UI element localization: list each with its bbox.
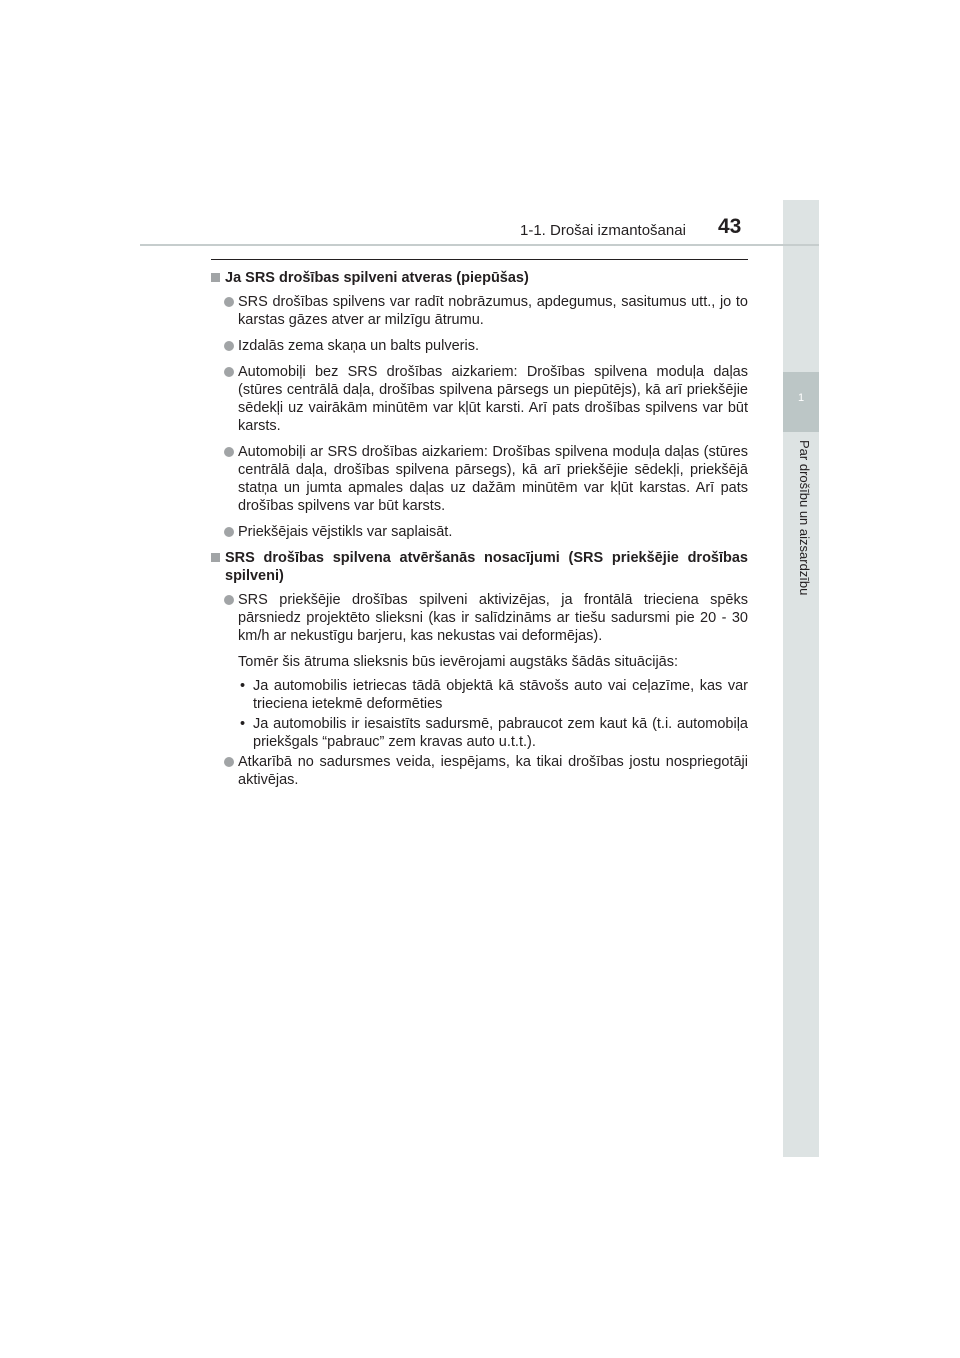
- section-heading: SRS drošības spilvena atvēršanās nosacījumi (SRS priekšējie drošības spilveni): [211, 549, 748, 585]
- list-item: Automobiļi bez SRS drošības aizkariem: Drošības spilvena moduļa daļas (stūres centrālā daļa, drošības spilvena pārsegs un piepūtējs), kā arī priekšējie sēdekļi uz vairākām minūtēm var kļūt karsti. Arī pats drošības spilvens var būt karsts.: [211, 363, 748, 435]
- square-bullet-icon: [211, 273, 220, 282]
- circle-bullet-icon: [224, 757, 234, 767]
- circle-bullet-icon: [224, 527, 234, 537]
- circle-bullet-icon: [224, 367, 234, 377]
- list-item: Priekšējais vējstikls var saplaisāt.: [211, 523, 748, 541]
- sub-list-item: • Ja automobilis ir iesaistīts sadursmē, pabraucot zem kaut kā (t.i. automobiļa priekšgals “pabrauc” zem kravas auto u.t.t.).: [240, 716, 748, 750]
- section-title: 1-1. Drošai izmantošanai: [520, 222, 686, 239]
- sub-list-item: • Ja automobilis ietriecas tādā objektā kā stāvošs auto vai ceļazīme, kas var trieciena ietekmē deformēties: [240, 678, 748, 712]
- list-item: Atkarībā no sadursmes veida, iespējams, ka tikai drošības jostu nospriegotāji aktivējas.: [211, 753, 748, 789]
- section-heading: Ja SRS drošības spilveni atveras (piepūšas): [211, 269, 748, 287]
- header-rule: [140, 244, 819, 246]
- list-item: Izdalās zema skaņa un balts pulveris.: [211, 337, 748, 355]
- list-item: SRS priekšējie drošības spilveni aktivizējas, ja frontālā trieciena spēks pārsniedz projektēto slieksni (kas ir salīdzināms ar tiešu sadursmi pie 20 - 30 km/h ar nekustīgu barjeru, kas nekustas vai deformējas).: [211, 591, 748, 645]
- circle-bullet-icon: [224, 595, 234, 605]
- side-tab: [783, 200, 819, 1157]
- square-bullet-icon: [211, 553, 220, 562]
- page-content: [211, 263, 748, 797]
- circle-bullet-icon: [224, 447, 234, 457]
- list-item: Automobiļi ar SRS drošības aizkariem: Drošības spilvena moduļa daļas (stūres centrālā daļa, drošības spilvena pārsegs), kā arī priekšējie sēdekļi, priekšējā statņa un jumta apmales daļas uz dažām minūtēm var kļūt karstas. Arī pats drošības spilvens var būt karsts.: [211, 443, 748, 515]
- chapter-number: 1: [797, 392, 805, 404]
- dot-bullet-icon: •: [240, 678, 246, 694]
- chapter-label: Par drošību un aizsardzību: [797, 440, 812, 596]
- circle-bullet-icon: [224, 297, 234, 307]
- circle-bullet-icon: [224, 341, 234, 351]
- content-top-rule: [211, 259, 748, 260]
- list-item: SRS drošības spilvens var radīt nobrāzumus, apdegumus, sasitumus utt., jo to karstas gāzes atver ar milzīgu ātrumu.: [211, 293, 748, 329]
- dot-bullet-icon: •: [240, 716, 246, 732]
- page-number: 43: [718, 215, 742, 238]
- note-paragraph: Tomēr šis ātruma slieksnis būs ievērojami augstāks šādās situācijās:: [238, 654, 679, 670]
- chapter-number-tab: [783, 372, 819, 432]
